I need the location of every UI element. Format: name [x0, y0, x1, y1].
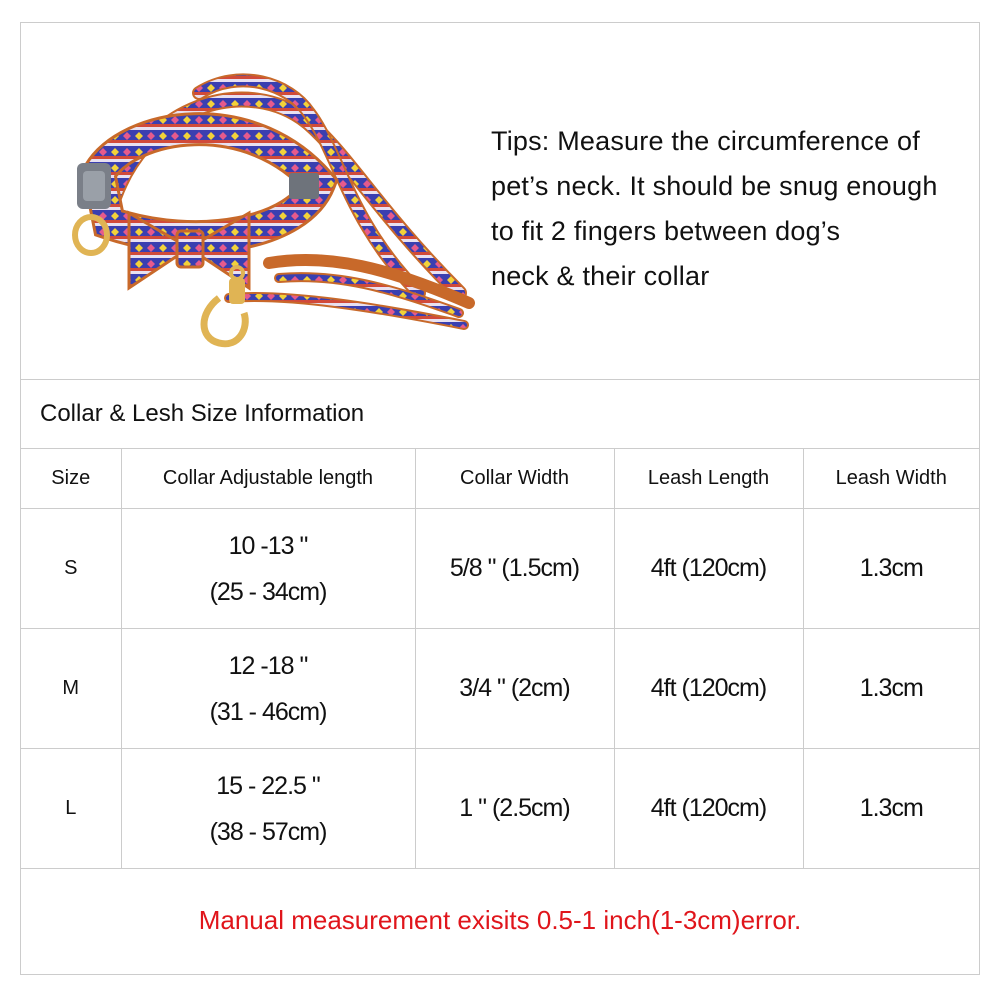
collar-length-cell	[121, 629, 415, 749]
leash-width-cell: 1.3cm	[803, 509, 979, 629]
measurement-note	[21, 869, 979, 974]
leash-width-cell: 1.3cm	[803, 629, 979, 749]
collar-length-inches: 15 - 22.5 "	[216, 771, 320, 800]
collar-length-inches: 10 -13 "	[228, 531, 308, 560]
collar-width-cell: 3/4 " (2cm)	[415, 629, 614, 749]
dog-collar-leash-with-bowtie-image	[49, 63, 479, 353]
header-collar-adjustable-length: Collar Adjustable length	[121, 449, 415, 509]
collar-length-cm: (25 - 34cm)	[209, 577, 327, 606]
size-table	[21, 449, 979, 869]
tips-line-1: Tips: Measure the circumference of	[491, 126, 920, 156]
table-row	[21, 749, 979, 869]
size-cell: S	[21, 509, 121, 629]
size-info-section-header	[21, 379, 979, 449]
leash-length-cell: 4ft (120cm)	[614, 629, 803, 749]
size-chart-sheet	[20, 22, 980, 975]
header-size: Size	[21, 449, 121, 509]
table-row	[21, 509, 979, 629]
table-row	[21, 629, 979, 749]
leash-width-cell: 1.3cm	[803, 749, 979, 869]
collar-width-cell: 5/8 " (1.5cm)	[415, 509, 614, 629]
header-leash-width: Leash Width	[803, 449, 979, 509]
table-header-row	[21, 449, 979, 509]
tips-line-4: neck & their collar	[491, 261, 710, 291]
header-collar-width: Collar Width	[415, 449, 614, 509]
measurement-error-note: Manual measurement exisits 0.5-1 inch(1-3cm)error.	[198, 905, 802, 935]
collar-length-cell	[121, 749, 415, 869]
tips-line-3: to fit 2 fingers between dog’s	[491, 216, 841, 246]
measurement-tips	[491, 119, 971, 299]
tips-line-2: pet’s neck. It should be snug enough	[491, 171, 938, 201]
size-info-title: Collar & Lesh Size Information	[40, 400, 365, 427]
size-cell: L	[21, 749, 121, 869]
hero-section	[21, 23, 979, 379]
header-leash-length: Leash Length	[614, 449, 803, 509]
collar-length-cm: (31 - 46cm)	[209, 697, 327, 726]
leash-length-cell: 4ft (120cm)	[614, 509, 803, 629]
collar-width-cell: 1 " (2.5cm)	[415, 749, 614, 869]
collar-length-inches: 12 -18 "	[228, 651, 308, 680]
size-cell: M	[21, 629, 121, 749]
collar-length-cell	[121, 509, 415, 629]
collar-length-cm: (38 - 57cm)	[209, 817, 327, 846]
leash-length-cell: 4ft (120cm)	[614, 749, 803, 869]
